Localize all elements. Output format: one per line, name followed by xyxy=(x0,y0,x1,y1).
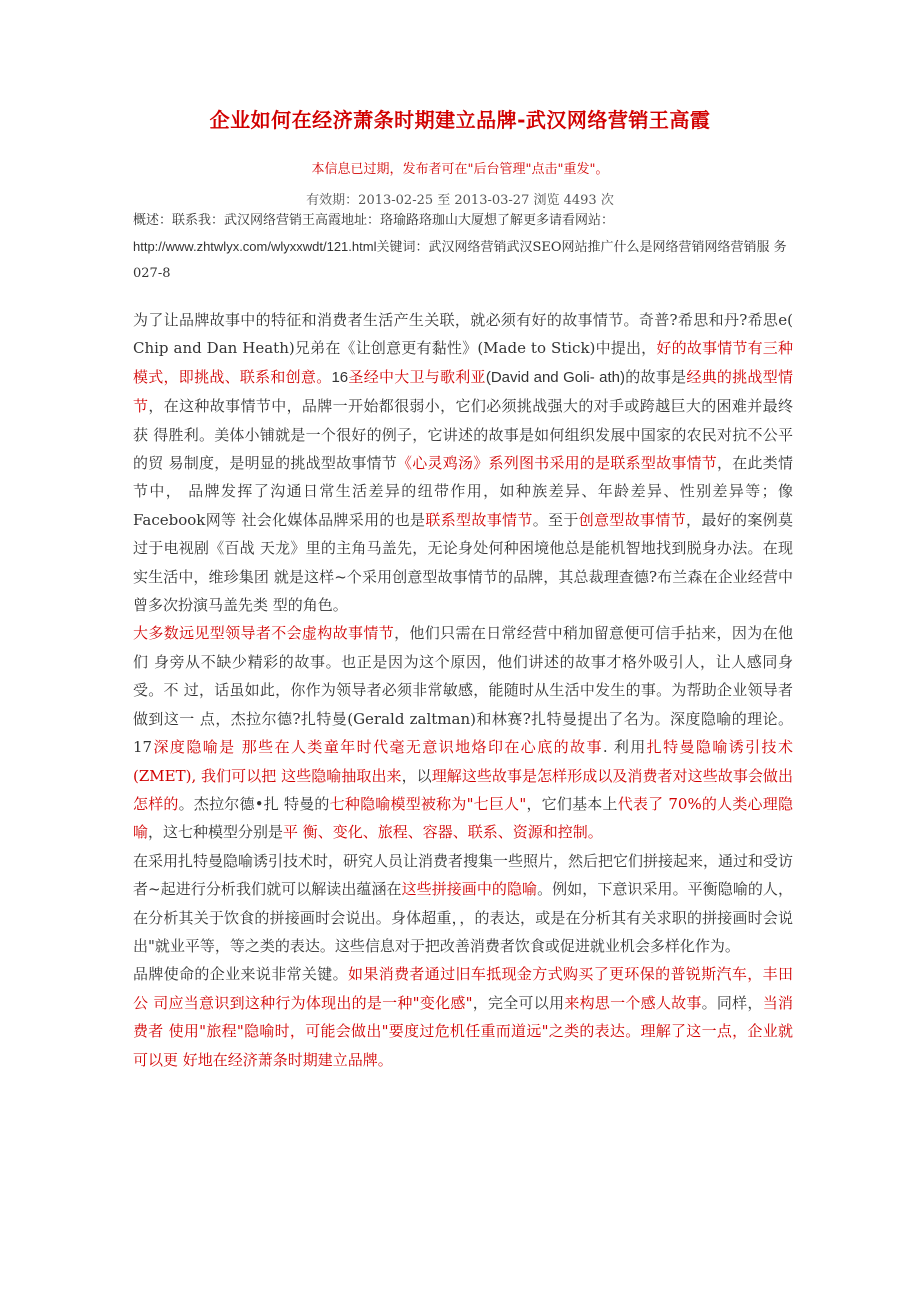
paragraph-brand-mission xyxy=(133,960,793,1074)
paragraph-zmet xyxy=(133,847,793,961)
highlight-span: 七种隐喻模型被称为"七巨人" xyxy=(329,794,527,813)
highlight-span: 理解这些故事是怎样形成以及消费者对这些故事会做出怎样的 xyxy=(133,766,793,813)
text-span: 。例如，下意识采用。平衡隐喻的人， 在分析其关于饮食的拼接画时会说出。身体超重，，的表达，或是在分析其有关求职的拼接画时会说 出"就业平等，等之类的表达。这些信息对于把改善消费者饮食或促进就业机会多样化作为。 xyxy=(133,880,793,955)
text-span: . 利用 xyxy=(602,738,647,757)
summary-text: 概述：联系我：武汉网络营销王高霞地址：珞瑜路珞珈山大厦想了解更多请看网站： xyxy=(133,213,615,228)
highlight-span: 圣经中大卫与歌利亚 xyxy=(348,367,486,386)
highlight-span: 这些拼接画中的隐喻 xyxy=(401,880,538,899)
validity-info: 有效期：2013-02-25 至 2013-03-27 浏览 4493 次 xyxy=(306,193,614,208)
text-span: (David and Goli- ath)的故事是 xyxy=(485,368,687,386)
text-span: ，它们基本上 xyxy=(526,794,618,813)
summary-link[interactable]: http://www.zhtwlyx.com/wlyxxwdt/121.html xyxy=(133,239,377,254)
text-span: ，在这种故事情节中，品牌一开始都很弱小，它们必须挑战强大的对手或跨越巨大的困难并最终获 得胜利。美体小铺就是一个很好的例子，它讲述的故事是如何组织发展中国家的农民对抗不公平的贸 易制度，是明显的挑战型故事情节 xyxy=(133,397,793,473)
highlight-span: 代表了 70%的人类心理隐喻 xyxy=(133,794,793,842)
highlight-span: 如果消费者通过旧车抵现金方式购买了更环保的普锐斯汽车，丰田公 司应当意识到这种行为体现出的是一种"变化感" xyxy=(133,965,793,1012)
text-span: 16 xyxy=(331,368,349,386)
highlight-span: 《心灵鸡汤》系列图书采用的是联系型故事情节 xyxy=(397,454,718,473)
text-span: ，完全可以用 xyxy=(472,993,565,1012)
text-span: 。杰拉尔德•扎 特曼的 xyxy=(178,794,330,813)
paragraph-metaphors xyxy=(133,619,793,846)
text-span: 在采用扎特曼隐喻诱引技术时，研究人员让消费者搜集一些照片，然后把它们拼接起来，通过和受访 者~起进行分析我们就可以解读出蕴涵在 xyxy=(133,851,794,899)
article-body xyxy=(133,306,793,1074)
text-span: 。至于 xyxy=(532,510,579,529)
highlight-span: 当消费者 使用"旅程"隐喻时，可能会做出"要度过危机任重而道远"之类的表达。理解了这一点，企业就可以更 好地在经济萧条时期建立品牌。 xyxy=(133,993,793,1069)
summary-block xyxy=(133,208,798,287)
text-span: 为了让品牌故事中的特征和消费者生活产生关联，就必须有好的故事情节。奇普?希思和丹?希思e( Chip and Dan Heath)兄弟在《让创意更有黏性》(Made to Stick)中提出， xyxy=(133,311,793,358)
expired-notice: 本信息已过期，发布者可在"后台管理"点击"重发"。 xyxy=(311,162,609,177)
highlight-span: 联系型故事情节 xyxy=(425,510,533,529)
text-span: ，在此类情节中， 品牌发挥了沟通日常生活差异的纽带作用，如种族差异、年龄差异、性别差异等；像Facebook网等 社会化媒体品牌采用的也是 xyxy=(133,454,793,529)
paragraph-story-types xyxy=(133,306,793,619)
highlight-span: 大多数远见型领导者不会虚构故事情节 xyxy=(133,624,395,643)
text-span: 品牌使命的企业来说非常关键。 xyxy=(133,965,348,984)
highlight-span: 经典的挑战型情 节 xyxy=(133,367,793,416)
text-span: ，最好的案例莫过于电视剧《百战 天龙》里的主角马盖先，无论身处何种困境他总是能机智地找到脱身办法。在现实生活中，维珍集团 就是这样~个采用创意型故事情节的品牌，其总裁理查德?布兰森在企业经营中曾多次扮演马盖先类 型的角色。 xyxy=(133,510,793,615)
text-span: ，以 xyxy=(401,766,432,785)
highlight-span: 来构思一个感人故事 xyxy=(564,993,702,1012)
highlight-span: 深度隐喻是 那些在人类童年时代毫无意识地烙印在心底的故事 xyxy=(152,738,603,757)
text-span: 。同样， xyxy=(701,993,763,1012)
highlight-span: 创意型故事情节 xyxy=(578,510,687,529)
page-title: 企业如何在经济萧条时期建立品牌-武汉网络营销王高霞 xyxy=(209,108,711,132)
text-span: ，这七种模型分别是 xyxy=(148,823,284,842)
text-span: ，他们只需在日常经营中稍加留意便可信手拈来，因为在他们 身旁从不缺少精彩的故事。也正是因为这个原因，他们讲述的故事才格外吸引人，让人感同身受。不 过，话虽如此，你作为领导者必须非常敏感，能随时从生活中发生的事。为帮助企业领导者做到这一 点，杰拉尔德?扎特曼(Gerald zaltman)和林赛?扎特曼提出了名为。深度隐喻的理论。17 xyxy=(133,624,793,757)
highlight-span: 平 衡、变化、旅程、容器、联系、资源和控制。 xyxy=(283,823,603,842)
highlight-span: 好的故事情节有三种 模式，即挑战、联系和创意。 xyxy=(133,339,793,386)
summary-keywords: 关键词：武汉网络营销武汉SEO网站推广什么是网络营销网络营销服 务 027-8 xyxy=(133,240,787,281)
highlight-span: 扎特曼隐喻诱引技术(ZMET), 我们可以把 这些隐喻抽取出来 xyxy=(133,738,793,785)
